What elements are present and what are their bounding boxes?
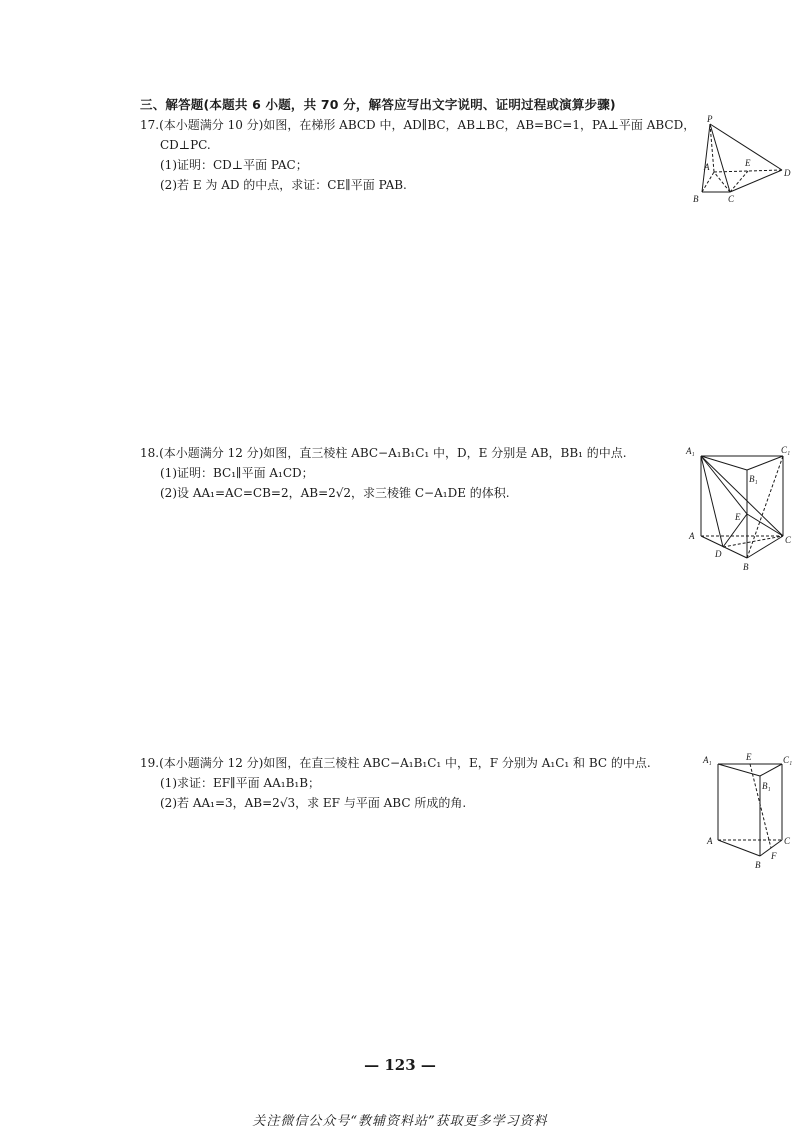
q17-label-c: C <box>728 194 735 204</box>
q19-label-c1: C₁ <box>783 755 793 765</box>
q18-label-c1: C₁ <box>781 445 791 455</box>
q19-label-a: A <box>707 836 713 846</box>
q18-part2: (2)设 AA₁=AC=CB=2，AB=2√2，求三棱锥 C−A₁DE 的体积. <box>160 486 510 500</box>
footer-note: 关注微信公众号“教辅资料站”获取更多学习资料 <box>252 1114 548 1129</box>
page-number: — 123 — <box>364 1056 436 1074</box>
q18-part1: (1)证明：BC₁∥平面 A₁CD； <box>160 466 314 480</box>
q17-line2: CD⊥PC. <box>160 138 211 152</box>
q18-label-d: D <box>715 549 722 559</box>
q18-label-a1: A₁ <box>686 446 695 456</box>
q17-line1: 17.(本小题满分 10 分)如图，在梯形 ABCD 中，AD∥BC，AB⊥BC，AB=BC=1，PA⊥平面 ABCD， <box>140 118 696 132</box>
question-18 <box>140 443 627 503</box>
q19-label-f: F <box>771 851 777 861</box>
q17-label-b: B <box>693 194 699 204</box>
q19-part2: (2)若 AA₁=3，AB=2√3，求 EF 与平面 ABC 所成的角. <box>160 796 467 810</box>
q19-label-b: B <box>755 860 761 870</box>
q19-label-c: C <box>784 836 791 846</box>
q17-label-d: D <box>784 168 791 178</box>
q17-label-a: A <box>704 162 710 172</box>
q19-label-e: E <box>746 752 752 762</box>
q17-part2: (2)若 E 为 AD 的中点，求证：CE∥平面 PAB. <box>160 178 407 192</box>
q18-label-b1: B₁ <box>749 474 758 484</box>
q19-line1: 19.(本小题满分 12 分)如图，在直三棱柱 ABC−A₁B₁C₁ 中，E，F 分别为 A₁C₁ 和 BC 的中点. <box>140 756 651 770</box>
q19-prism-figure <box>700 748 798 873</box>
question-17 <box>140 115 695 195</box>
q18-label-e: E <box>735 512 741 522</box>
q18-label-b: B <box>743 562 749 572</box>
q17-label-p: P <box>707 114 713 124</box>
q18-prism-figure <box>685 440 797 575</box>
q17-label-e: E <box>745 158 751 168</box>
q19-part1: (1)求证：EF∥平面 AA₁B₁B； <box>160 776 321 790</box>
section-heading: 三、解答题(本题共 6 小题，共 70 分，解答应写出文字说明、证明过程或演算步骤) <box>140 97 616 112</box>
q19-label-b1: B₁ <box>762 781 771 791</box>
q19-label-a1: A₁ <box>703 755 712 765</box>
q18-label-a: A <box>689 531 695 541</box>
q18-line1: 18.(本小题满分 12 分)如图，直三棱柱 ABC−A₁B₁C₁ 中，D，E 分别是 AB，BB₁ 的中点. <box>140 446 627 460</box>
q17-part1: (1)证明：CD⊥平面 PAC； <box>160 158 308 172</box>
q17-pyramid-figure <box>690 112 795 212</box>
q18-label-c: C <box>785 535 792 545</box>
question-19 <box>140 753 651 813</box>
